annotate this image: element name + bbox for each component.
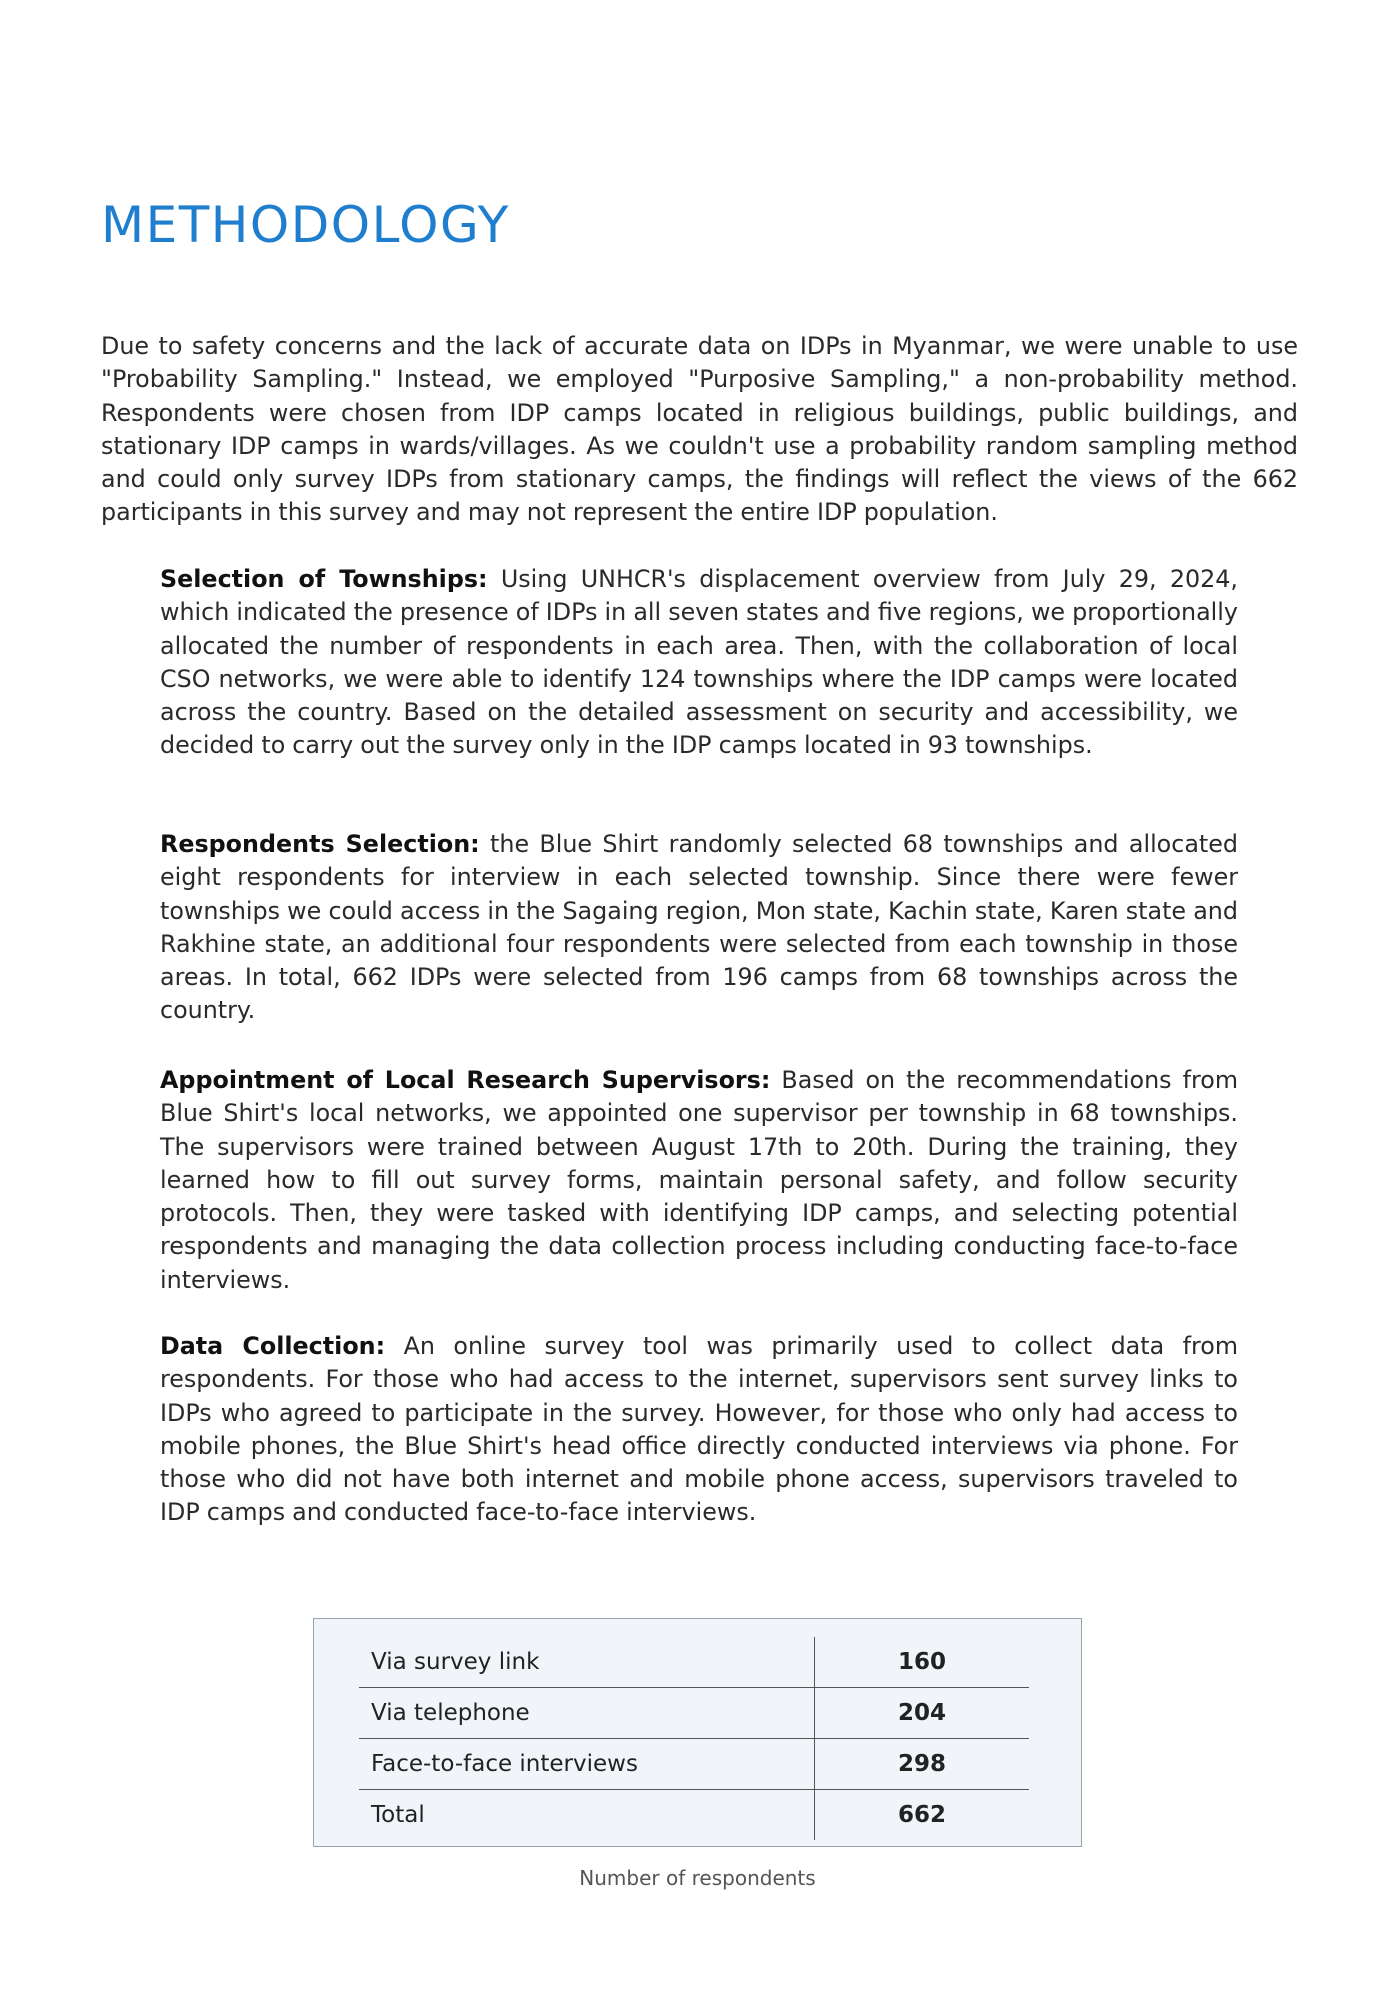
table-row-total — [359, 1790, 1029, 1841]
page-title: METHODOLOGY — [101, 196, 510, 254]
table-cell-count: 160 — [897, 1649, 946, 1675]
table-row — [359, 1688, 1029, 1739]
section-text: the Blue Shirt randomly selected 68 townships and allocated eight respondents for interview in each selected township. Since there were fewer townships we could access in the Sagaing region, Mon state, Kachin state, Karen state and Rakhine state, an additional four respondents were selected from each township in those areas. In total, 662 IDPs were selected from 196 camps from 68 townships across the country. — [160, 830, 1238, 1025]
table-cell-method: Face-to-face interviews — [359, 1739, 815, 1790]
table-cell-count: 204 — [815, 1688, 1030, 1739]
section-label: Respondents Selection: — [160, 830, 480, 858]
table-cell-count: 298 — [815, 1739, 1030, 1790]
table-row — [359, 1739, 1029, 1790]
table-cell-method: Total — [359, 1790, 815, 1841]
table-cell-count: 662 — [815, 1790, 1030, 1841]
section-data-collection — [160, 1330, 1238, 1530]
intro-paragraph: Due to safety concerns and the lack of accurate data on IDPs in Myanmar, we were unable to use "Probability Sampling." Instead, we employed "Purposive Sampling," a non-probability method. Respondents were chosen from IDP camps located in religious buildings, public buildings, and stationary IDP camps in wards/villages. As we couldn't use a probability random sampling method and could only survey IDPs from stationary camps, the findings will reflect the views of the 662 participants in this survey and may not represent the entire IDP population. — [101, 332, 1298, 527]
table-caption: Number of respondents — [579, 1866, 816, 1890]
section-text: An online survey tool was primarily used to collect data from respondents. For those who had access to the internet, supervisors sent survey links to IDPs who agreed to participate in the survey. However, for those who only had access to mobile phones, the Blue Shirt's head office directly conducted interviews via phone. For those who did not have both internet and mobile phone access, supervisors traveled to IDP camps and conducted face-to-face interviews. — [160, 1332, 1238, 1527]
section-local-research-supervisors — [160, 1064, 1238, 1297]
respondents-table-box — [313, 1618, 1082, 1847]
section-text: Based on the recommendations from Blue Shirt's local networks, we appointed one supervisor per township in 68 townships. The supervisors were trained between August 17th to 20th. During the training, they learned how to fill out survey forms, maintain personal safety, and follow security protocols. Then, they were tasked with identifying IDP camps, and selecting potential respondents and managing the data collection process including conducting face-to-face interviews. — [160, 1066, 1239, 1294]
section-respondents-selection — [160, 828, 1238, 1028]
table-cell-method: Via survey link — [359, 1637, 815, 1688]
section-text: Using UNHCR's displacement overview from July 29, 2024, which indicated the presence of IDPs in all seven states and five regions, we proportionally allocated the number of respondents in each area. Then, with the collaboration of local CSO networks, we were able to identify 124 townships where the IDP camps were located across the country. Based on the detailed assessment on security and accessibility, we decided to carry out the survey only in the IDP camps located in 93 townships. — [160, 565, 1238, 760]
table-cell-method: Via telephone — [359, 1688, 815, 1739]
section-label: Appointment of Local Research Supervisors: — [160, 1066, 771, 1094]
table-row — [359, 1637, 1029, 1688]
section-label: Data Collection: — [160, 1332, 386, 1360]
section-label: Selection of Townships: — [160, 565, 488, 593]
respondents-table — [359, 1637, 1029, 1840]
section-selection-of-townships — [160, 563, 1238, 763]
